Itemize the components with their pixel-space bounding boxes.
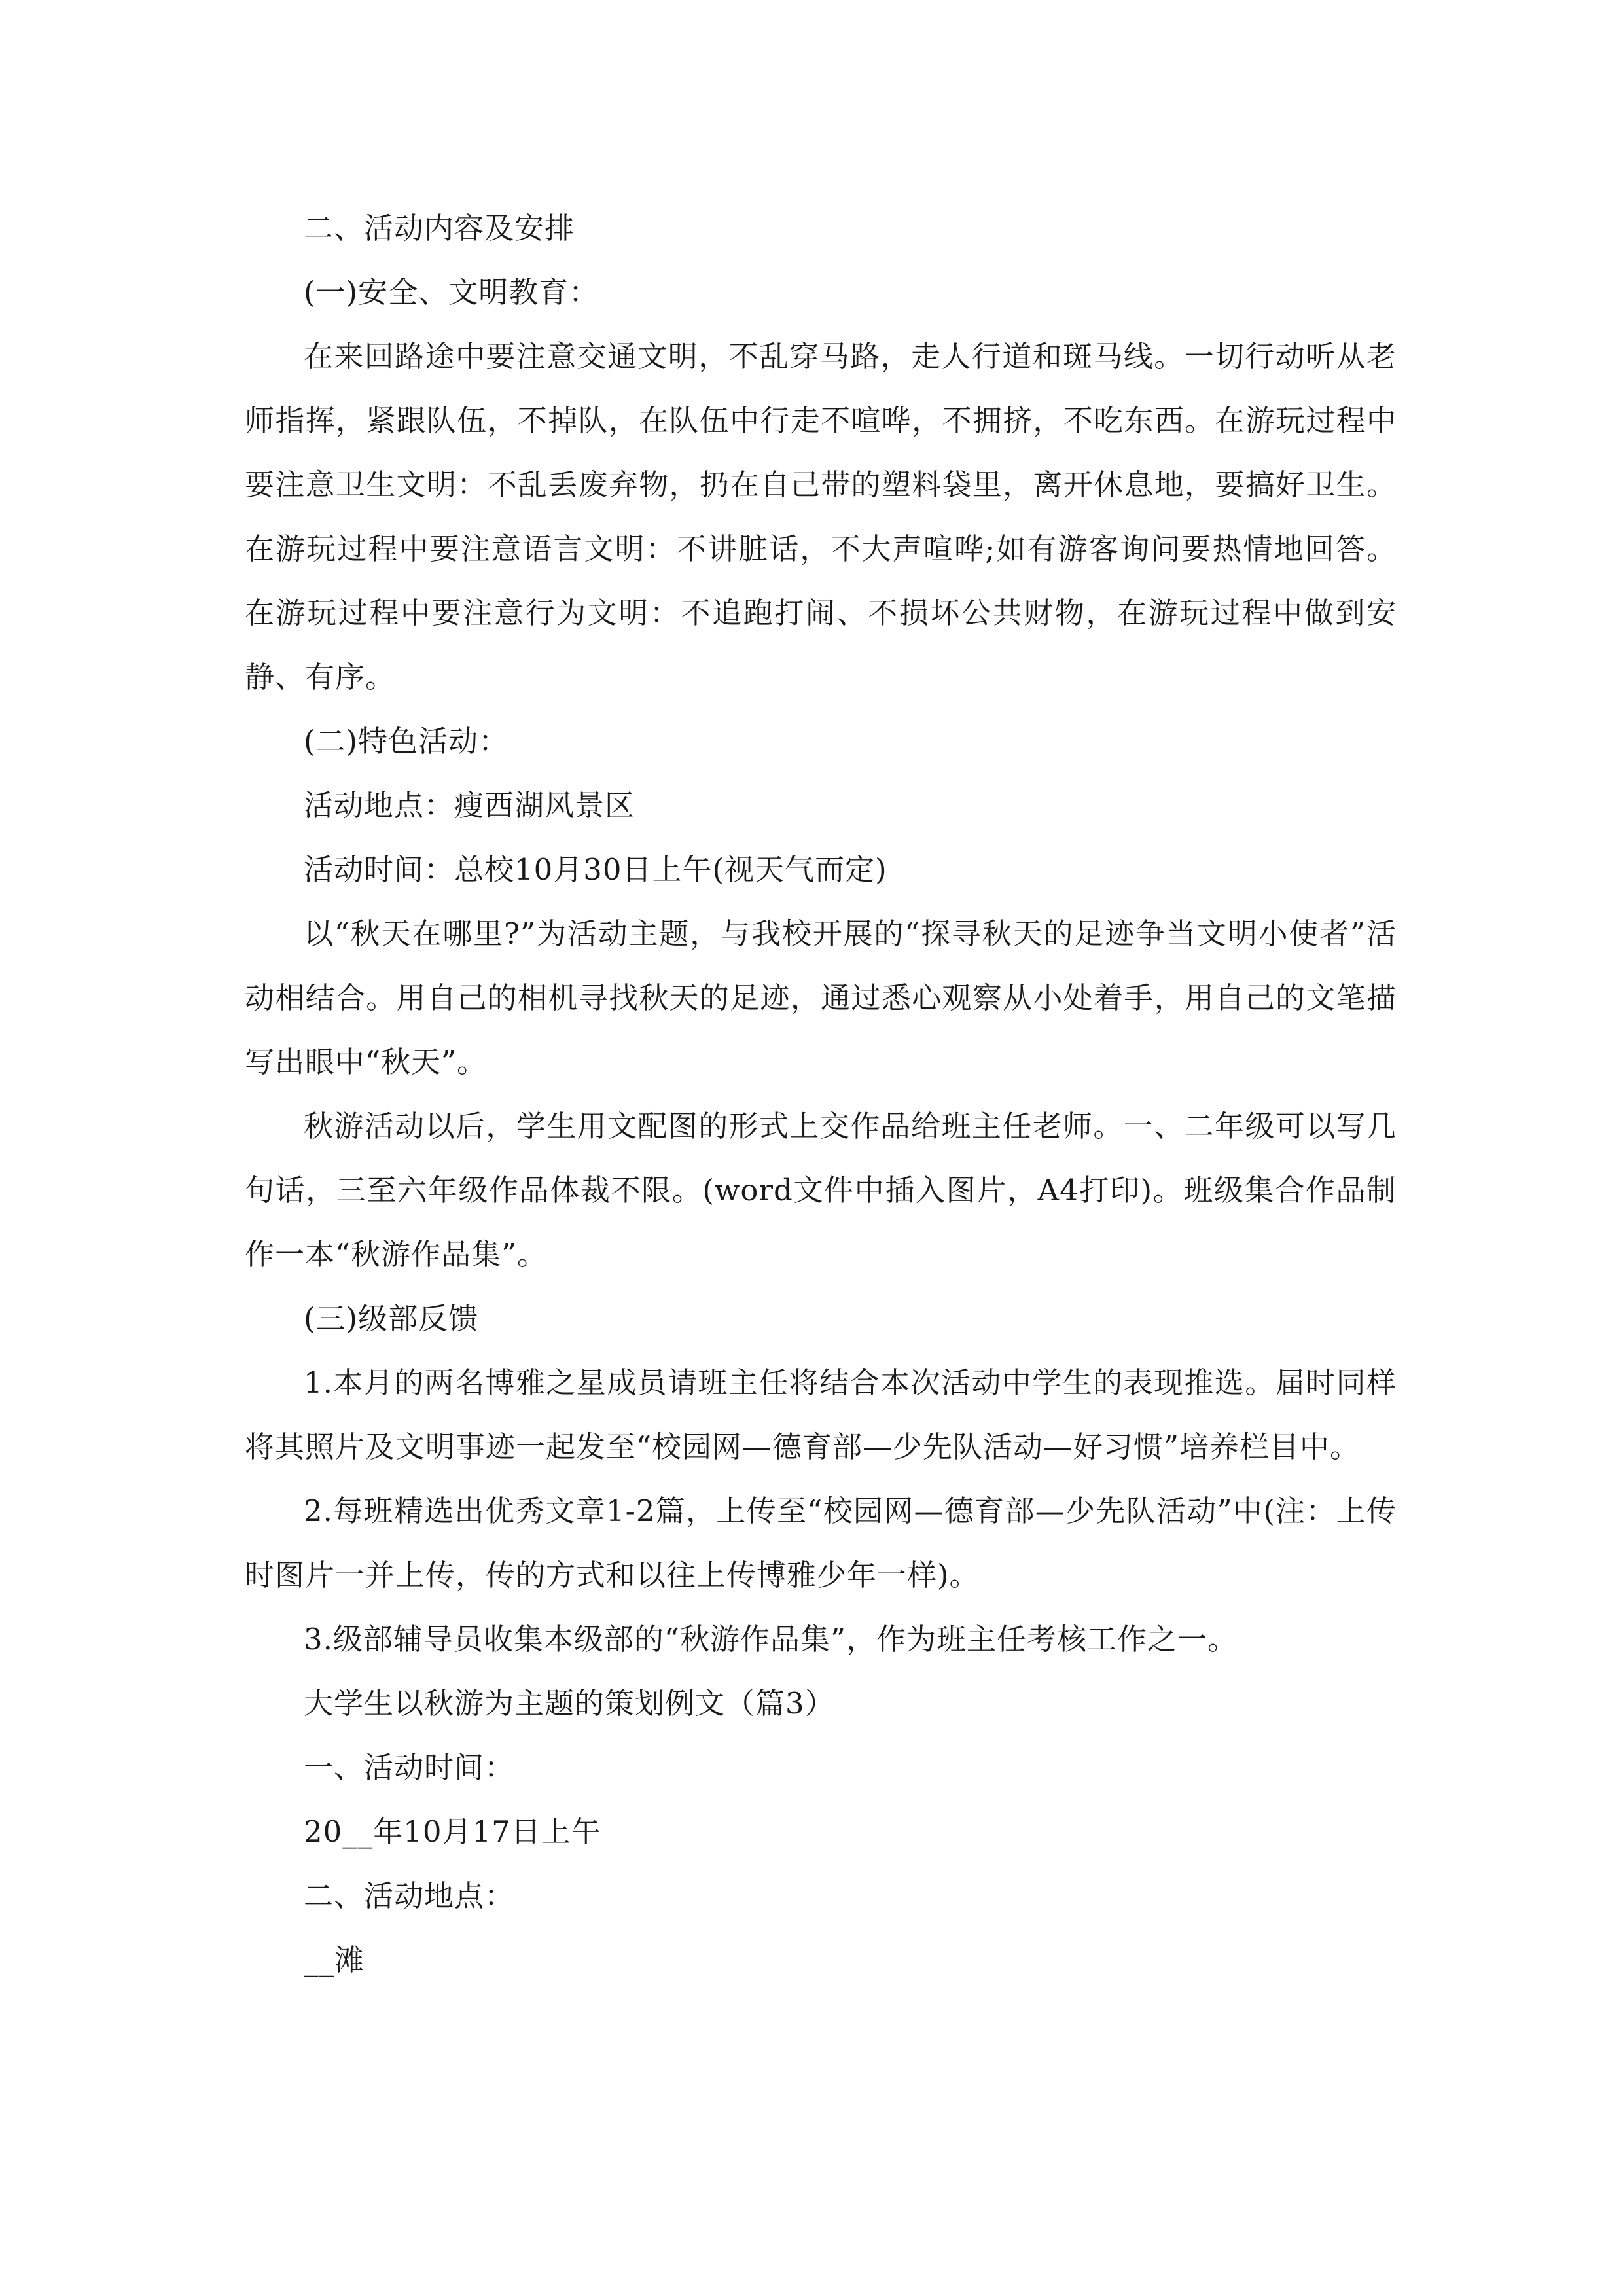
paragraph-activity-time: 活动时间：总校10月30日上午(视天气而定) xyxy=(304,852,887,887)
paragraph-activity-theme: 以“秋天在哪里?”为活动主题，与我校开展的“探寻秋天的足迹争当文明小使者”活动相结合。用自己的相机寻找秋天的足迹，通过悉心观察从小处着手，用自己的文笔描写出眼中“秋天”。 xyxy=(245,916,1397,1079)
paragraph-activity-location: 活动地点：瘦西湖风景区 xyxy=(304,788,635,823)
subheading-featured-activity: (二)特色活动： xyxy=(304,724,509,759)
section-heading-activity-content: 二、活动内容及安排 xyxy=(304,211,575,245)
paragraph-feedback-item-3: 3.级部辅导员收集本级部的“秋游作品集”，作为班主任考核工作之一。 xyxy=(304,1622,1238,1657)
paragraph-safety-rules: 在来回路途中要注意交通文明，不乱穿马路，走人行道和斑马线。一切行动听从老师指挥，紧跟队伍，不掉队，在队伍中行走不喧哗，不拥挤，不吃东西。在游玩过程中要注意卫生文明：不乱丢废弃物，扔在自己带的塑料袋里，离开休息地，要搞好卫生。在游玩过程中要注意语言文明：不讲脏话，不大声喧哗;如有游客询问要热情地回答。在游玩过程中要注意行为文明：不追跑打闹、不损坏公共财物，在游玩过程中做到安静、有序。 xyxy=(245,339,1397,694)
paragraph-date: 20__年10月17日上午 xyxy=(304,1814,601,1849)
article-title-part-3: 大学生以秋游为主题的策划例文（篇3） xyxy=(304,1686,835,1721)
paragraph-feedback-item-1: 1.本月的两名博雅之星成员请班主任将结合本次活动中学生的表现推选。届时同样将其照片及文明事迹一起发至“校园网—德育部—少先队活动—好习惯”培养栏目中。 xyxy=(245,1365,1397,1464)
paragraph-feedback-item-2: 2.每班精选出优秀文章1-2篇，上传至“校园网—德育部—少先队活动”中(注：上传时图片一并上传，传的方式和以往上传博雅少年一样)。 xyxy=(245,1494,1397,1592)
section-heading-activity-time: 一、活动时间： xyxy=(304,1750,515,1785)
paragraph-post-activity-work: 秋游活动以后，学生用文配图的形式上交作品给班主任老师。一、二年级可以写几句话，三至六年级作品体裁不限。(word文件中插入图片，A4打印)。班级集合作品制作一本“秋游作品集”。 xyxy=(245,1109,1397,1272)
paragraph-location: __滩 xyxy=(304,1943,365,1977)
subheading-grade-feedback: (三)级部反馈 xyxy=(304,1301,479,1336)
section-heading-activity-location: 二、活动地点： xyxy=(304,1878,515,1913)
subheading-safety-education: (一)安全、文明教育： xyxy=(304,275,599,310)
document-body xyxy=(245,196,1397,1992)
